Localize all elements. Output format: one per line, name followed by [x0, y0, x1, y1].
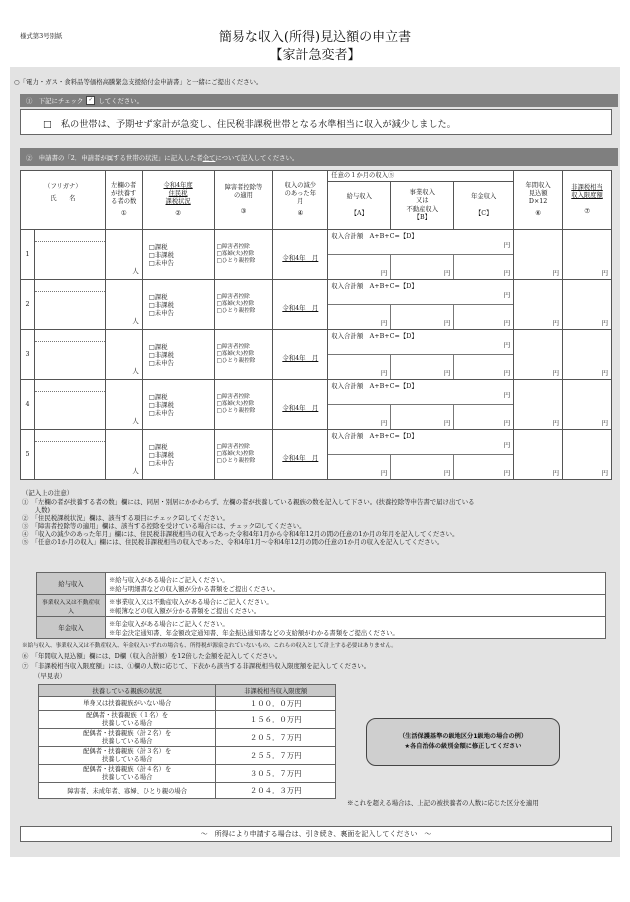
checkmark-icon: ✓ — [86, 96, 95, 105]
dependents-cell[interactable]: 人 — [105, 330, 142, 380]
callout-line: （生活保護基準の級地区分1級地の場合の例） — [398, 733, 528, 741]
header-name: （フリガナ） 氏 名 — [21, 171, 106, 230]
doc-row: 事業収入又は不動産収入 ※事業収入又は不動産収入がある場合にご記入ください。 ※帳簿などの収入額が分かる書類をご提出ください。 — [37, 595, 606, 617]
annual-cell[interactable]: 円 — [514, 230, 563, 280]
quick-status: 単身又は扶養親族がいない場合 — [39, 697, 216, 711]
tax-option-checkbox[interactable]: □非課税 — [148, 400, 174, 409]
deduction-option-checkbox[interactable]: □寡婦(夫)控除 — [216, 401, 255, 408]
tax-option-checkbox[interactable]: □未申告 — [148, 408, 174, 417]
limit-cell[interactable]: 円 — [563, 230, 612, 280]
quick-value: ３０５．７万円 — [216, 765, 336, 783]
dependents-cell[interactable]: 人 — [105, 230, 142, 280]
footer-note: ～ 所得により申請する場合は、引き続き、裏面を記入してください ～ — [20, 826, 612, 842]
deduction-option-checkbox[interactable]: □ひとり親控除 — [216, 407, 256, 414]
kana-field[interactable] — [35, 380, 105, 392]
name-cell[interactable] — [34, 230, 105, 280]
income-docs-table — [36, 572, 606, 639]
deduction-option-checkbox[interactable]: □ひとり親控除 — [216, 457, 256, 464]
tax-option-checkbox[interactable]: □未申告 — [148, 258, 174, 267]
income-total-field[interactable]: 収入合計額 A+B+C=【D】 円 — [328, 280, 513, 305]
deduction-option-checkbox[interactable]: □ひとり親控除 — [216, 257, 256, 264]
income-total-field[interactable]: 収入合計額 A+B+C=【D】 円 — [328, 430, 513, 455]
deduction-cell[interactable] — [214, 380, 273, 430]
name-cell[interactable] — [34, 430, 105, 480]
tax-option-checkbox[interactable]: □課税 — [148, 442, 168, 451]
annual-cell[interactable]: 円 — [514, 380, 563, 430]
page-title: 簡易な収入(所得)見込額の申立書 — [218, 30, 412, 45]
deduction-cell[interactable] — [214, 330, 273, 380]
decrease-month-cell[interactable]: 令和4年 月 — [273, 430, 328, 480]
quick-value: １５６．０万円 — [216, 711, 336, 729]
row-number: 2 — [21, 280, 35, 330]
header-business: 事業収入 又は 不動産収入 【B】 — [391, 182, 454, 229]
quick-row — [39, 711, 336, 729]
deduction-option-checkbox[interactable]: □ひとり親控除 — [216, 357, 256, 364]
quick-value: ２５５．７万円 — [216, 747, 336, 765]
household-statement-checkbox[interactable]: □ 私の世帯は、予期せず家計が急変し、住民税非課税世帯となる水準相当に収入が減少しました。 — [43, 119, 456, 130]
notes-heading: （記入上の注意） — [22, 489, 74, 497]
tax-status-cell[interactable] — [142, 280, 214, 330]
decrease-month-cell[interactable]: 令和4年 月 — [273, 280, 328, 330]
deduction-option-checkbox[interactable]: □寡婦(夫)控除 — [216, 351, 255, 358]
row-number: 5 — [21, 430, 35, 480]
header-limit: 非課税相当 収入限度額 ⑦ — [563, 171, 612, 230]
monthly-income-cell[interactable] — [328, 330, 514, 380]
income-amount-field[interactable]: 円 — [503, 369, 511, 377]
submit-note: ○「電力・ガス・食料品等価格高騰緊急支援給付金申請書」と一緒にご提出ください。 — [14, 78, 263, 86]
income-amount-field[interactable]: 円 — [391, 455, 454, 479]
note-item: 人数) — [22, 506, 51, 514]
note-item: ⑤ 「任意の1か月の収入」欄には、住民税非課税相当の収入であった、令和4年1月～令和4年12月の間の任意の1か月の収入を記入してください。 — [22, 538, 444, 546]
monthly-income-cell[interactable] — [328, 380, 514, 430]
income-amount-field[interactable]: 円 — [328, 305, 391, 329]
note-item: ② 「住民税課税状況」欄は、該当する項目にチェック☑してください。 — [22, 514, 229, 522]
deduction-option-checkbox[interactable]: □寡婦(夫)控除 — [216, 451, 255, 458]
header-annual: 年間収入 見込額 D×12 ⑥ — [514, 171, 563, 230]
callout-line: ★各自治体の級別金額に修正してください — [404, 743, 522, 750]
table-row — [21, 280, 612, 330]
quick-head-status: 扶養している親族の状況 — [39, 685, 216, 697]
quick-status: 配偶者・扶養親族（１名）を 扶養している場合 — [39, 711, 216, 729]
docs-footnote: ※給与収入、事業収入又は不動産収入、年金収入いずれの場合も、所得税が源泉されていないもの、これらの収入として計上する必要はありません。 — [22, 643, 397, 649]
tax-option-checkbox[interactable]: □非課税 — [148, 300, 174, 309]
income-amount-field[interactable]: 円 — [391, 355, 454, 379]
header-decrease-month: 収入の減少 のあった年 月 ④ — [273, 171, 328, 230]
limit-cell[interactable]: 円 — [563, 280, 612, 330]
quick-last-status: 障害者、未成年者、寡婦、ひとり親の場合 — [39, 783, 216, 799]
section2-label: ② 申請書の「2．申請者が属する世帯の状況」に記入した者 — [26, 153, 203, 162]
tax-option-checkbox[interactable]: □未申告 — [148, 308, 174, 317]
table-row — [21, 430, 612, 480]
tax-option-checkbox[interactable]: □課税 — [148, 342, 168, 351]
dependents-cell[interactable]: 人 — [105, 380, 142, 430]
tax-status-cell[interactable] — [142, 230, 214, 280]
quick-row — [39, 729, 336, 747]
level-callout — [366, 718, 560, 766]
quick-status: 配偶者・扶養親族（計３名）を 扶養している場合 — [39, 747, 216, 765]
decrease-month-cell[interactable]: 令和4年 月 — [273, 230, 328, 280]
quick-last-value: ２０４．３万円 — [216, 783, 336, 799]
tax-status-cell[interactable] — [142, 430, 214, 480]
income-total-field[interactable]: 収入合計額 A+B+C=【D】 円 — [328, 330, 513, 355]
kana-field[interactable] — [35, 430, 105, 442]
doc-row: 年金収入 ※年金収入がある場合にご記入ください。 ※年金決定通知書、年金額改定通知書、年金振込通知書などの支給額がわかる書類をご提出ください。 — [37, 617, 606, 639]
kana-field[interactable] — [35, 280, 105, 292]
income-amount-field[interactable]: 円 — [503, 269, 511, 277]
income-amount-field[interactable]: 円 — [503, 319, 511, 327]
quick-status: 配偶者・扶養親族（計２名）を 扶養している場合 — [39, 729, 216, 747]
tax-option-checkbox[interactable]: □非課税 — [148, 450, 174, 459]
monthly-income-cell[interactable] — [328, 430, 514, 480]
dependents-cell[interactable]: 人 — [105, 280, 142, 330]
table-row — [21, 230, 612, 280]
header-monthly-income: 任意の１か月の収入⑤ 給与収入 【A】 事業収入 又は 不動産収入 【B】 年金収入 【C】 — [328, 171, 514, 230]
note-item-6: ⑥ 「年間収入見込額」欄には、D欄（収入合計額）を12倍した金額を記入してください。 — [22, 652, 282, 660]
row-number: 1 — [21, 230, 35, 280]
tax-option-checkbox[interactable]: □課税 — [148, 242, 168, 251]
deduction-option-checkbox[interactable]: □寡婦(夫)控除 — [216, 301, 255, 308]
header-salary: 給与収入 【A】 — [328, 182, 391, 229]
monthly-income-cell[interactable] — [328, 280, 514, 330]
header-tax-status: 令和4年度 住民税 課税状況 ② — [142, 171, 214, 230]
income-amount-field[interactable]: 円 — [503, 419, 511, 427]
section1-box — [20, 109, 612, 135]
tax-option-checkbox[interactable]: □非課税 — [148, 250, 174, 259]
table-row — [21, 330, 612, 380]
table-row — [21, 380, 612, 430]
name-cell[interactable] — [34, 380, 105, 430]
doc-row: 給与収入 ※給与収入がある場合にご記入ください。 ※給与明細書などの収入額が分かる書類をご提出ください。 — [37, 573, 606, 595]
deduction-option-checkbox[interactable]: □ひとり親控除 — [216, 307, 256, 314]
deduction-option-checkbox[interactable]: □障害者控除 — [216, 344, 250, 351]
quick-head-limit: 非課税相当収入限度額 — [216, 685, 336, 697]
row-number: 3 — [21, 330, 35, 380]
deduction-option-checkbox[interactable]: □障害者控除 — [216, 244, 250, 251]
table-header-row — [21, 171, 612, 230]
quick-row — [39, 697, 336, 711]
deduction-cell[interactable] — [214, 430, 273, 480]
form-number: 様式第3号別紙 — [20, 32, 63, 40]
quick-value: １００．０万円 — [216, 697, 336, 711]
note-item: ④ 「収入の減少のあった年月」欄には、住民税非課税相当の収入であった令和4年1月から令和4年12月の間の任意の1か月の年月を記入してください。 — [22, 530, 459, 538]
income-amount-field[interactable]: 円 — [391, 255, 454, 279]
income-amount-field[interactable]: 円 — [328, 405, 391, 429]
name-cell[interactable] — [34, 280, 105, 330]
row-number: 4 — [21, 380, 35, 430]
income-amount-field[interactable]: 円 — [391, 305, 454, 329]
household-table — [20, 170, 612, 480]
annual-cell[interactable]: 円 — [514, 280, 563, 330]
annual-cell[interactable]: 円 — [514, 330, 563, 380]
section1-label: ① 下記にチェック — [26, 97, 84, 105]
section1-header — [20, 94, 618, 107]
decrease-month-cell[interactable]: 令和4年 月 — [273, 380, 328, 430]
deduction-option-checkbox[interactable]: □障害者控除 — [216, 444, 250, 451]
note-item: ③ 「障害者控除等の適用」欄は、該当する控除を受けている場合には、チェック☑してください。 — [22, 522, 306, 530]
dependents-cell[interactable]: 人 — [105, 430, 142, 480]
tax-option-checkbox[interactable]: □未申告 — [148, 358, 174, 367]
section2-label-tail: について記入してください。 — [215, 153, 299, 162]
limit-cell[interactable]: 円 — [563, 430, 612, 480]
deduction-option-checkbox[interactable]: □障害者控除 — [216, 294, 250, 301]
notes-list — [22, 498, 612, 546]
monthly-income-cell[interactable] — [328, 230, 514, 280]
income-total-field[interactable]: 収入合計額 A+B+C=【D】 円 — [328, 380, 513, 405]
header-pension: 年金収入 【C】 — [471, 193, 497, 217]
section1-label-tail: してください。 — [98, 97, 144, 105]
income-amount-field[interactable]: 円 — [328, 455, 391, 479]
deduction-cell[interactable] — [214, 280, 273, 330]
decrease-month-cell[interactable]: 令和4年 月 — [273, 330, 328, 380]
income-amount-field[interactable]: 円 — [503, 469, 511, 477]
kana-field[interactable] — [35, 330, 105, 342]
note-item-7: ⑦ 「非課税相当収入限度額」には、①欄の人数に応じて、下表から該当する非課税相当収入限度額を記入してください。 — [22, 662, 371, 670]
income-amount-field[interactable]: 円 — [328, 255, 391, 279]
tax-status-cell[interactable] — [142, 330, 214, 380]
income-amount-field[interactable]: 円 — [391, 405, 454, 429]
page-subtitle: 【家計急変者】 — [269, 48, 361, 63]
quick-status: 配偶者・扶養親族（計４名）を 扶養している場合 — [39, 765, 216, 783]
deduction-option-checkbox[interactable]: □障害者控除 — [216, 394, 250, 401]
tax-option-checkbox[interactable]: □未申告 — [148, 458, 174, 467]
section2-header — [20, 148, 618, 166]
tax-option-checkbox[interactable]: □非課税 — [148, 350, 174, 359]
tax-option-checkbox[interactable]: □課税 — [148, 392, 168, 401]
section2-label-em: 全て — [202, 153, 216, 162]
tax-status-cell[interactable] — [142, 380, 214, 430]
annual-cell[interactable]: 円 — [514, 430, 563, 480]
quick-reference-table — [38, 684, 336, 799]
limit-cell[interactable]: 円 — [563, 330, 612, 380]
quick-row — [39, 747, 336, 765]
quick-row — [39, 765, 336, 783]
quick-note: ※これを超える場合は、上記の被扶養者の人数に応じた区分を適用 — [347, 799, 539, 807]
income-total-field[interactable]: 収入合計額 A+B+C=【D】 円 — [328, 230, 513, 255]
income-amount-field[interactable]: 円 — [328, 355, 391, 379]
header-dependents: 左欄の者 が扶養す る者の数 ① — [105, 171, 142, 230]
deduction-cell[interactable] — [214, 230, 273, 280]
tax-option-checkbox[interactable]: □課税 — [148, 292, 168, 301]
quick-value: ２０５．７万円 — [216, 729, 336, 747]
name-cell[interactable] — [34, 330, 105, 380]
note-item: ① 「左欄の者が扶養する者の数」欄には、同居・別居にかかわらず、左欄の者が扶養している親族の数を記入して下さい。(扶養控除等申告書で届け出ている — [22, 498, 475, 506]
limit-cell[interactable]: 円 — [563, 380, 612, 430]
quick-table-label: （早見表） — [34, 672, 66, 680]
kana-field[interactable] — [35, 230, 105, 242]
deduction-option-checkbox[interactable]: □寡婦(夫)控除 — [216, 251, 255, 258]
header-deduction: 障害者控除等 の適用 ③ — [214, 171, 273, 230]
